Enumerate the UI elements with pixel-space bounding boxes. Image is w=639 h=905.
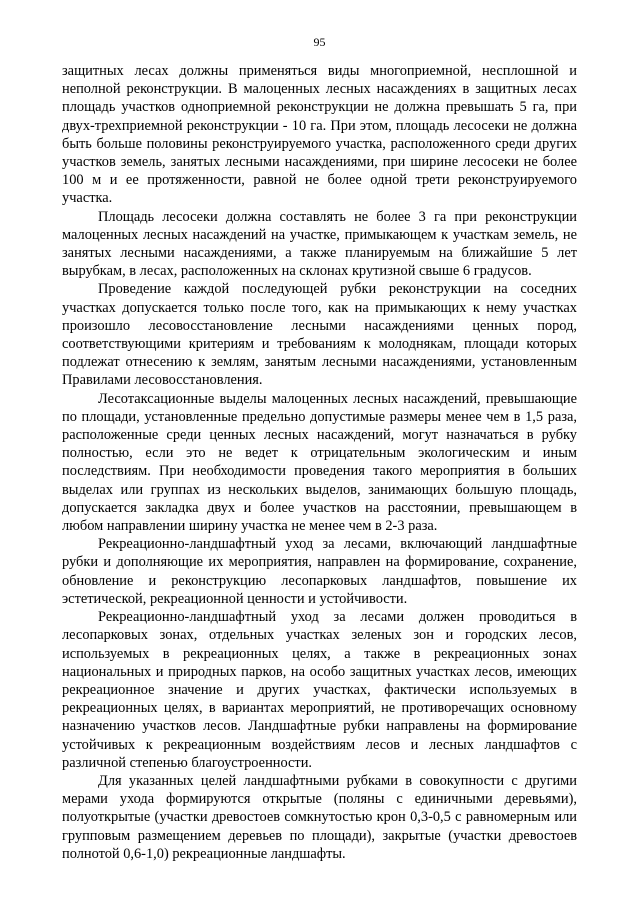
- paragraph-continuation: защитных лесах должны применяться виды многоприемной, несплошной и неполной реконструкции. В малоценных лесных насаждениях в защитных лесах площадь участков одноприемной реконструкции не должна превышать 5 га, при двух-трехприемной реконструкции - 10 га. При этом, площадь лесосеки не должна быть больше половины реконструируемого участка, расположенного среди других участков земель, занятых лесными насаждениями, при ширине лесосеки не более 100 м и ее протяженности, равной не более одной трети реконструируемого участка.: [62, 63, 577, 207]
- paragraph: Рекреационно-ландшафтный уход за лесами, включающий ландшафтные рубки и дополняющие их мероприятия, направлен на формирование, сохранение, обновление и реконструкцию лесопарковых ландшафтов, повышение их эстетической, рекреационной ценности и устойчивости.: [62, 536, 577, 607]
- paragraph: Площадь лесосеки должна составлять не более 3 га при реконструкции малоценных лесных насаждений на участке, примыкающем к участкам земель, не занятых лесными насаждениями, а также планируемым на ближайшие 5 лет вырубкам, в лесах, расположенных на склонах крутизной свыше 6 градусов.: [62, 208, 577, 280]
- paragraph: Для указанных целей ландшафтными рубками в совокупности с другими мерами ухода формируются открытые (поляны с единичными деревьями), полуоткрытые (участки древостоев сомкнутостью крон 0,3-0,5 с равномерным или групповым размещением деревьев по площади), закрытые (участки древостоев полнотой 0,6-1,0) рекреационные ландшафты.: [62, 772, 577, 862]
- paragraph: Лесотаксационные выделы малоценных лесных насаждений, превышающие по площади, установленные предельно допустимые размеры менее чем в 1,5 раза, расположенные среди ценных лесных насаждений, могут назначаться в рубку полностью, если это не ведет к отрицательным экологическим и иным последствиям. При необходимости проведения такого мероприятия в больших выделах или группах из нескольких выделов, занимающих большую площадь, допускается закладка двух и более участков на расстоянии, превышающем в любом направлении ширину участка не менее чем в 2-3 раза.: [62, 390, 577, 535]
- page-number: 95: [313, 35, 326, 49]
- paragraph: Рекреационно-ландшафтный уход за лесами должен проводиться в лесопарковых зонах, отдельных участках зеленых зон и городских лесов, используемых в рекреационных целях, а также в рекреационных зонах национальных и природных парков, на особо защитных участках лесов, имеющих рекреационное значение и других участках, фактически используемых в рекреационных целях, в вариантах мероприятий, не противоречащих основному назначению участков лесов. Ландшафтные рубки направлены на формирование устойчивых к рекреационным воздействиям лесов и лесных ландшафтов с различной степенью благоустроенности.: [62, 609, 577, 771]
- document-body: [62, 62, 577, 863]
- paragraph: Проведение каждой последующей рубки реконструкции на соседних участках допускается только после того, как на примыкающих к нему участках произошло лесовосстановление лесными насаждениями ценных пород, соответствующими критериям и требованиям к молоднякам, площади которых подлежат отнесению к землям, занятым лесными насаждениями, установленным Правилами лесовосстановления.: [62, 281, 577, 389]
